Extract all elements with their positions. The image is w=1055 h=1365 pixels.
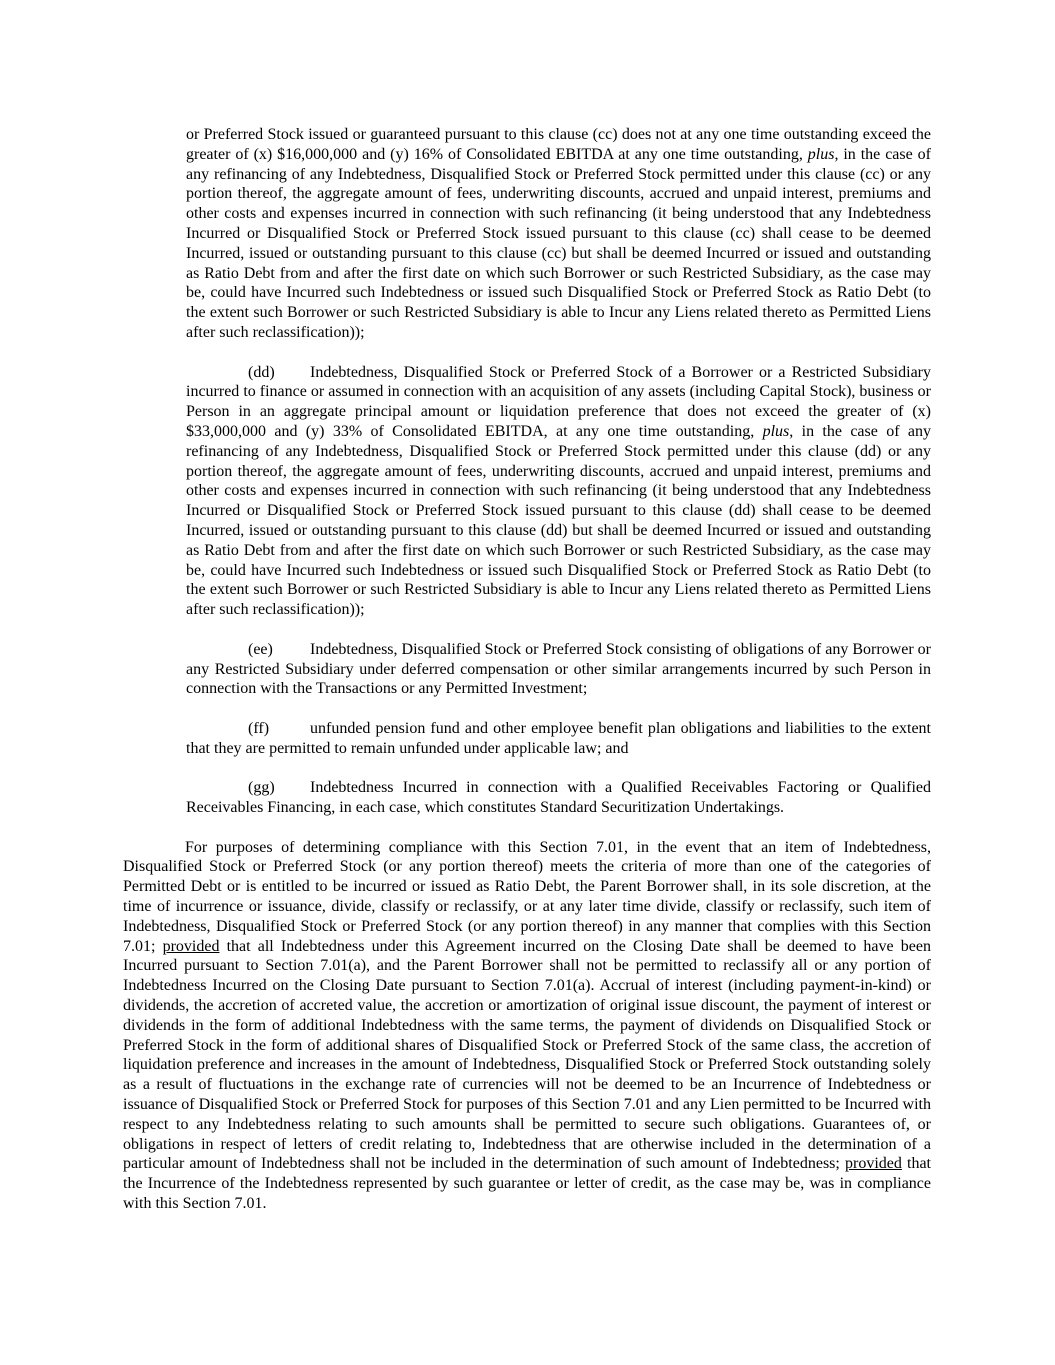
text-run: plus	[807, 145, 835, 163]
clause-label: (gg)	[248, 779, 275, 797]
paragraph-clause-ff	[186, 719, 931, 759]
text-run: , in the case of any refinancing of any Indebtedness, Disqualified Stock or Preferred Stock permitted under this clause (dd) or any portion thereof, the aggregate amount of fees, underwriting discounts, accrued and unpaid interest, premiums and other costs and expenses incurred in connection with such refinancing (it being understood that any Indebtedness Incurred or Disqualified Stock or Preferred Stock issued pursuant to this clause (dd) shall cease to be deemed Incurred, issued or outstanding pursuant to this clause (dd) but shall be deemed Incurred or issued and outstanding as Ratio Debt from and after the first date on which such Borrower or such Restricted Subsidiary, as the case may be, could have Incurred such Indebtedness or issued such Disqualified Stock or Preferred Stock as Ratio Debt (to the extent such Borrower or such Restricted Subsidiary is able to Incur any Liens related thereto as Permitted Liens after such reclassification));	[186, 422, 932, 619]
paragraph-compliance	[123, 838, 931, 1214]
clause-label: (ff)	[248, 719, 270, 737]
paragraph-clause-ee	[186, 640, 931, 699]
text-run: provided	[845, 1155, 902, 1173]
text-run: or Preferred Stock issued or guaranteed pursuant to this clause (cc) does not at any one time outstanding exceed the greater of (x) $16,000,000 and (y) 16% of Consolidated EBITDA at any one time outstanding,	[186, 126, 931, 163]
text-run: provided	[162, 937, 220, 955]
text-run: unfunded pension fund and other employee benefit plan obligations and liabilities to the extent that they are permitted to remain unfunded under applicable law; and	[186, 719, 931, 757]
paragraph-clause-dd	[186, 363, 931, 620]
clause-label: (ee)	[248, 640, 273, 658]
text-run: that the Incurrence of the Indebtedness represented by such guarantee or letter of credit, as the case may be, was in compliance with this Section 7.01.	[123, 1155, 932, 1213]
text-run: Indebtedness Incurred in connection with a Qualified Receivables Factoring or Qualified Receivables Financing, in each case, which constitutes Standard Securitization Undertakings.	[186, 779, 931, 817]
text-run: , in the case of any refinancing of any Indebtedness, Disqualified Stock or Preferred Stock permitted under this clause (cc) or any portion thereof, the aggregate amount of fees, underwriting discounts, accrued and unpaid interest, premiums and other costs and expenses incurred in connection with such refinancing (it being understood that any Indebtedness Incurred or Disqualified Stock or Preferred Stock issued pursuant to this clause (cc) shall cease to be deemed Incurred, issued or outstanding pursuant to this clause (cc) but shall be deemed Incurred or issued and outstanding as Ratio Debt from and after the first date on which such Borrower or such Restricted Subsidiary, as the case may be, could have Incurred such Indebtedness or issued such Disqualified Stock or Preferred Stock as Ratio Debt (to the extent such Borrower or such Restricted Subsidiary is able to Incur any Liens related thereto as Permitted Liens after such reclassification));	[186, 145, 931, 341]
text-run: plus	[762, 422, 790, 440]
text-run: For purposes of determining compliance with this Section 7.01, in the event that an item of Indebtedness, Disqualified Stock or Preferred Stock (or any portion thereof) meets the criteria of more than one of the categories of Permitted Debt or is entitled to be incurred or issued as Ratio Debt, the Parent Borrower shall, in its sole discretion, at the time of incurrence or issuance, divide, classify or reclassify, or at any later time divide, classify or reclassify, such item of Indebtedness, Disqualified Stock or Preferred Stock (or any portion thereof) in any manner that complies with this Section 7.01;	[123, 838, 931, 955]
text-run: Indebtedness, Disqualified Stock or Preferred Stock of a Borrower or a Restricted Subsidiary incurred to finance or assumed in connection with an acquisition of any assets (including Capital Stock), business or Person in an aggregate principal amount or liquidation preference that does not exceed the greater of (x) $33,000,000 and (y) 33% of Consolidated EBITDA, at any one time outstanding,	[186, 363, 931, 440]
clause-label: (dd)	[248, 363, 275, 381]
text-run: Indebtedness, Disqualified Stock or Preferred Stock consisting of obligations of any Borrower or any Restricted Subsidiary under deferred compensation or other similar arrangements incurred by such Person in connection with the Transactions or any Permitted Investment;	[186, 640, 931, 698]
paragraph-clause-cc-continuation	[186, 125, 931, 343]
paragraph-clause-gg	[186, 778, 931, 818]
text-run: that all Indebtedness under this Agreement incurred on the Closing Date shall be deemed to have been Incurred pursuant to Section 7.01(a), and the Parent Borrower shall not be permitted to reclassify all or any portion of Indebtedness Incurred on the Closing Date pursuant to Section 7.01(a). Accrual of interest (including payment-in-kind) or dividends, the accretion of accreted value, the accretion or amortization of original issue discount, the payment of interest or dividends in the form of additional Indebtedness with the same terms, the payment of dividends on Disqualified Stock or Preferred Stock in the form of additional shares of Disqualified Stock or Preferred Stock of the same class, the accretion of liquidation preference and increases in the amount of Indebtedness, Disqualified Stock or Preferred Stock outstanding solely as a result of fluctuations in the exchange rate of currencies will not be deemed to be an Incurrence of Indebtedness or issuance of Disqualified Stock or Preferred Stock for purposes of this Section 7.01 and any Lien permitted to be Incurred with respect to any Indebtedness relating to such amounts shall be permitted to secure such obligations. Guarantees of, or obligations in respect of letters of credit relating to, Indebtedness that are otherwise included in the determination of a particular amount of Indebtedness shall not be included in the determination of such amount of Indebtedness;	[123, 937, 931, 1173]
